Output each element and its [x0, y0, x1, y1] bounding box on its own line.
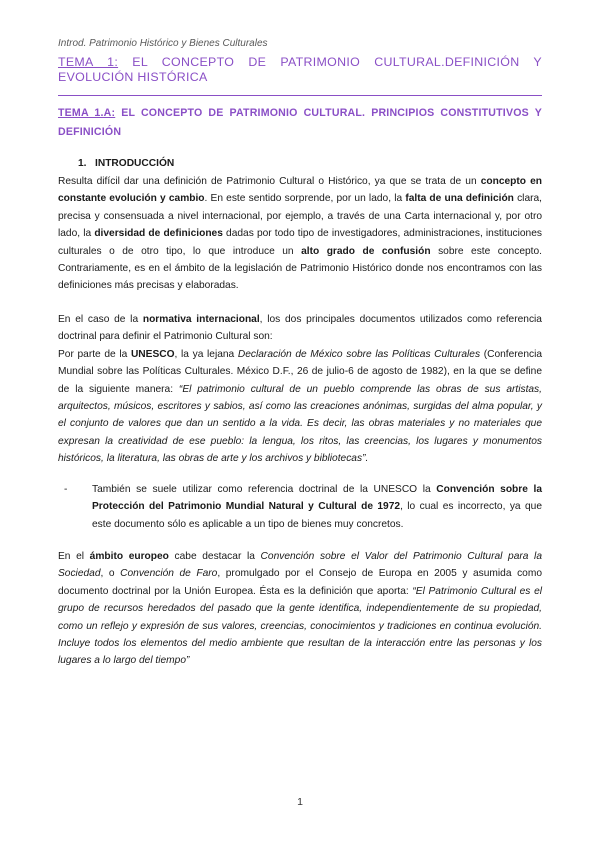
text-run: , los dos principales documentos utilizados como referencia doctrinal para definir el Patrimonio Cultural son: — [58, 314, 542, 343]
bold-run: ámbito europeo — [89, 551, 169, 562]
text-run: . En este sentido sorprende, por un lado, la — [204, 193, 406, 205]
text-run: cabe destacar la — [168, 551, 261, 562]
text-run: En el caso de la — [58, 314, 143, 325]
text-run: En el — [58, 551, 90, 562]
bold-run: diversidad de definiciones — [94, 228, 223, 240]
section-title — [58, 104, 542, 142]
text-run: Resulta difícil dar una definición de Patrimonio Cultural o Histórico, ya que se trata de un — [58, 176, 481, 187]
chapter-title-text: EL CONCEPTO DE PATRIMONIO CULTURAL.DEFINICIÓN Y EVOLUCIÓN HISTÓRICA — [58, 55, 542, 84]
paragraph-international — [58, 311, 542, 468]
list-item-text — [92, 481, 542, 533]
text-run: (Conferencia Mundial sobre las Políticas Culturales. México D.F., 26 de julio-6 de agosto de 1982), en la que se define de la siguiente manera: — [58, 348, 543, 395]
italic-run: Declaración de México sobre las Políticas Culturales — [237, 348, 481, 360]
italic-run: Convención de Faro — [120, 568, 218, 580]
paragraph-european — [58, 548, 542, 670]
text-run: , promulgado por el Consejo de Europa en 2005 y asumida como documento doctrinal por la Unión Europea. Ésta es la definición que aporta: — [58, 568, 542, 597]
text-run: dadas por todo tipo de investigadores, administraciones, instituciones culturales o de otro tipo, lo que introduce un — [58, 228, 542, 257]
section-title-text: EL CONCEPTO DE PATRIMONIO CULTURAL. PRINCIPIOS CONSTITUTIVOS Y DEFINICIÓN — [58, 107, 542, 138]
bold-run: normativa internacional — [142, 314, 260, 325]
paragraph-intro — [58, 173, 542, 295]
chapter-title-label: TEMA 1: — [58, 55, 119, 69]
heading-text: INTRODUCCIÓN — [95, 158, 175, 169]
text-run: , o — [100, 568, 121, 580]
introduction-heading — [78, 158, 174, 169]
bold-run: concepto en constante evolución y cambio — [58, 176, 542, 205]
bold-run: Convención sobre la Protección del Patrimonio Mundial Natural y Cultural de 1972 — [92, 484, 543, 513]
title-divider — [58, 95, 542, 96]
italic-run: Convención sobre el Valor del Patrimonio Cultural para la Sociedad — [58, 551, 542, 580]
text-run: clara, precisa y consensuada a nivel internacional, por ejemplo, a través de una Carta internacional y, por otro lado, la — [58, 193, 542, 240]
section-title-label: TEMA 1.A: — [58, 107, 116, 119]
bold-run: UNESCO — [130, 348, 175, 360]
text-run: Por parte de la — [58, 348, 131, 360]
document-page — [58, 0, 542, 848]
list-item — [58, 481, 542, 533]
page-number: 1 — [297, 796, 303, 808]
text-run: , la ya lejana — [174, 348, 238, 360]
quote-run: “El patrimonio cultural de un pueblo comprende las obras de sus artistas, arquitectos, músicos, escritores y sabios, así como las creaciones anónimas, surgidas del alma popular, y el conjunto de valores que dan un sentido a la vida. Es decir, las obras materiales y no materiales que expresan la creatividad de ese pueblo: la lengua, los ritos, las creencias, los lugares y monumentos históricos, la literatura, las obras de arte y los archivos y bibliotecas”. — [58, 383, 542, 465]
bold-run: alto grado de confusión — [301, 245, 431, 257]
chapter-title — [58, 55, 542, 85]
quote-run: “El Patrimonio Cultural es el grupo de recursos heredados del pasado que la gente identifica, independientemente de su propiedad, como un reflejo y expresión de sus valores, creencias, conocimientos y tradiciones en continua evolución. Incluye todos los elementos del medio ambiente que resultan de la interacción entre las personas y los lugares a lo largo del tiempo” — [58, 585, 543, 667]
list-bullet: - — [64, 484, 68, 495]
text-run: También se suele utilizar como referencia doctrinal de la UNESCO la — [92, 484, 437, 495]
bold-run: falta de una definición — [405, 193, 514, 205]
heading-number: 1. — [78, 158, 87, 169]
running-header: Introd. Patrimonio Histórico y Bienes Culturales — [58, 38, 268, 49]
text-run: sobre este concepto. Contrariamente, es en el ámbito de la legislación de Patrimonio Histórico donde nos encontramos con las definiciones más precisas y elaboradas. — [58, 245, 542, 292]
text-run: , lo cual es incorrecto, ya que este documento sólo es aplicable a un tipo de bienes muy concretos. — [92, 501, 542, 530]
